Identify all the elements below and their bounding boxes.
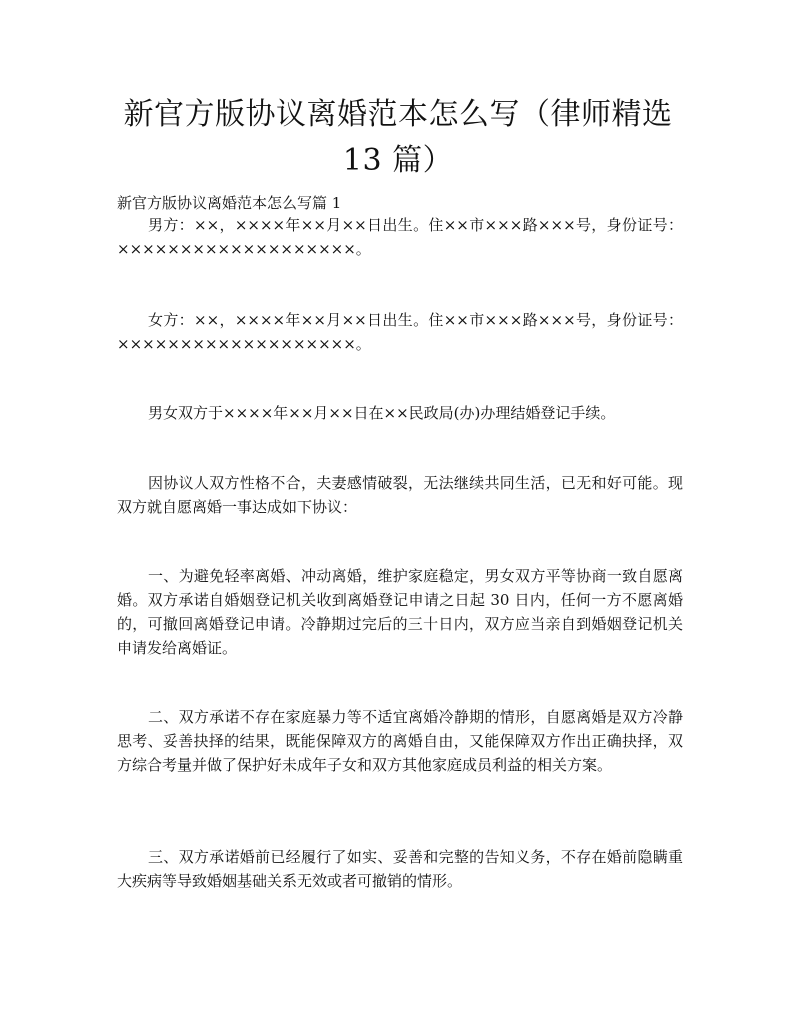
paragraph-clause-3: 三、双方承诺婚前已经履行了如实、妥善和完整的告知义务，不存在婚前隐瞒重大疾病等导致婚姻基础关系无效或者可撤销的情形。 bbox=[117, 848, 683, 890]
paragraph-male-party: 男方：××，××××年××月××日出生。住××市×××路×××号，身份证号：×××××××××××××××××××。 bbox=[117, 216, 683, 258]
paragraph-marriage-registration: 男女双方于××××年××月××日在××民政局(办)办理结婚登记手续。 bbox=[148, 404, 616, 422]
paragraph-clause-1: 一、为避免轻率离婚、冲动离婚，维护家庭稳定，男女双方平等协商一致自愿离婚。双方承诺自婚姻登记机关收到离婚登记申请之日起 30 日内，任何一方不愿离婚的，可撤回离婚登记申请。冷静期过完后的三十日内，双方应当亲自到婚姻登记机关申请发给离婚证。 bbox=[117, 567, 683, 657]
section-title: 新官方版协议离婚范本怎么写篇 1 bbox=[117, 194, 342, 212]
paragraph-clause-2: 二、双方承诺不存在家庭暴力等不适宜离婚冷静期的情形，自愿离婚是双方冷静思考、妥善抉择的结果，既能保障双方的离婚自由，又能保障双方作出正确抉择，双方综合考量并做了保护好未成年子女和双方其他家庭成员利益的相关方案。 bbox=[117, 708, 683, 774]
document-title: 新官方版协议离婚范本怎么写（律师精选 13 篇） bbox=[123, 97, 673, 178]
paragraph-female-party: 女方：××，××××年××月××日出生。住××市×××路×××号，身份证号：×××××××××××××××××××。 bbox=[117, 311, 683, 353]
paragraph-reason: 因协议人双方性格不合，夫妻感情破裂，无法继续共同生活，已无和好可能。现双方就自愿离婚一事达成如下协议： bbox=[117, 474, 683, 516]
